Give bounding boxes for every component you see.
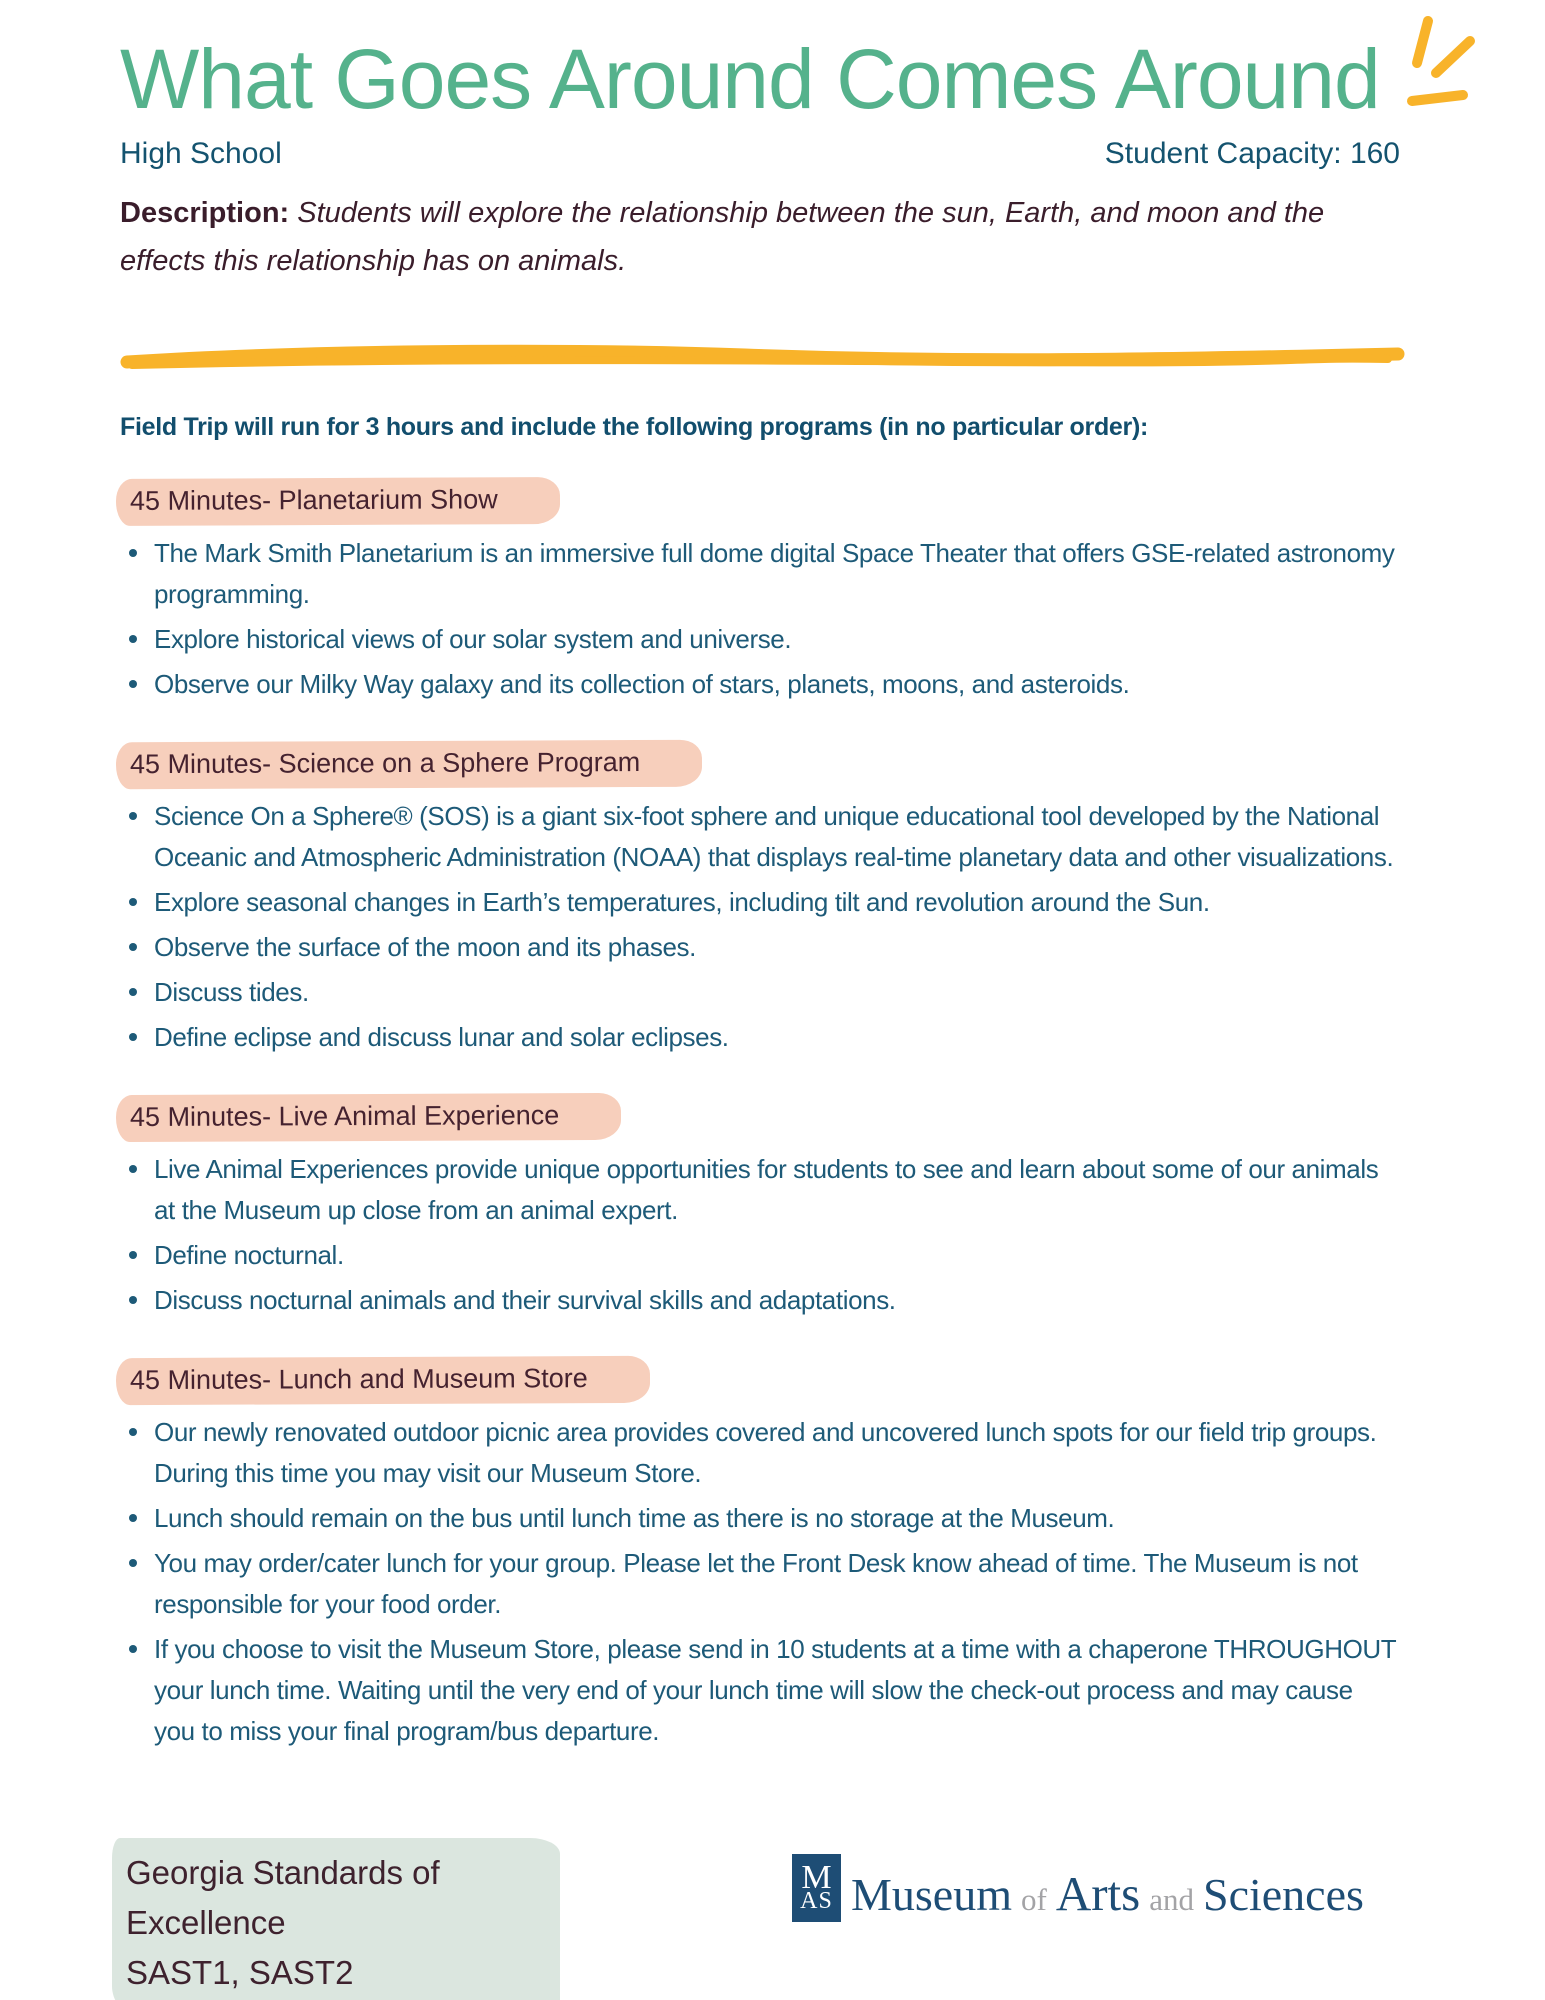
bullet-list xyxy=(120,1412,1400,1752)
list-item: Our newly renovated outdoor picnic area provides covered and uncovered lunch spots for our field trip groups. During this time you may visit our Museum Store. xyxy=(120,1412,1400,1494)
standards-line2: SAST1, SAST2 xyxy=(126,1954,354,1991)
student-capacity: Student Capacity: 160 xyxy=(1104,136,1400,170)
wordmark-sciences: Sciences xyxy=(1202,1869,1364,1920)
wordmark-and: and xyxy=(1149,1882,1194,1917)
wordmark-museum: Museum xyxy=(851,1869,1012,1920)
standards-line1: Georgia Standards of Excellence xyxy=(126,1854,440,1941)
museum-wordmark xyxy=(851,1865,1364,1922)
list-item: You may order/cater lunch for your group. Please let the Front Desk know ahead of time. The Museum is not responsible for your food order. xyxy=(120,1543,1400,1625)
list-item: Discuss tides. xyxy=(120,972,1400,1013)
meta-row xyxy=(120,137,1400,171)
museum-logo xyxy=(792,1854,1364,1922)
list-item: Define nocturnal. xyxy=(120,1235,1400,1276)
section-live-animal xyxy=(120,1094,1400,1321)
bullet-list xyxy=(120,533,1400,705)
mas-monogram-icon xyxy=(792,1854,841,1922)
section-heading-highlight: 45 Minutes- Science on a Sphere Program xyxy=(116,739,702,789)
section-planetarium xyxy=(120,478,1400,705)
section-lunch-store xyxy=(120,1357,1400,1752)
standards-highlight-block xyxy=(112,1838,560,2000)
description-text: Students will explore the relationship between the sun, Earth, and moon and the effects this relationship has on animals. xyxy=(120,196,1325,277)
list-item: Define eclipse and discuss lunar and solar eclipses. xyxy=(120,1017,1400,1058)
section-heading-highlight: 45 Minutes- Planetarium Show xyxy=(116,477,560,526)
list-item: Explore seasonal changes in Earth’s temperatures, including tilt and revolution around the Sun. xyxy=(120,882,1400,923)
wordmark-of: of xyxy=(1021,1882,1047,1917)
list-item: If you choose to visit the Museum Store, please send in 10 students at a time with a chaperone THROUGHOUT your lunch time. Waiting until the very end of your lunch time will slow the check-out process and may cause you to miss your final program/bus departure. xyxy=(120,1629,1400,1752)
list-item: The Mark Smith Planetarium is an immersive full dome digital Space Theater that offers GSE-related astronomy programming. xyxy=(120,533,1400,615)
section-science-on-a-sphere xyxy=(120,741,1400,1058)
monogram-letter-m: M xyxy=(801,1859,832,1897)
list-item: Discuss nocturnal animals and their survival skills and adaptations. xyxy=(120,1280,1400,1321)
description-label: Description: xyxy=(120,196,290,229)
monogram-letters-as: AS xyxy=(800,1888,833,1915)
wordmark-arts: Arts xyxy=(1055,1866,1141,1921)
sparkle-icon xyxy=(1383,14,1475,112)
bullet-list xyxy=(120,1149,1400,1321)
list-item: Live Animal Experiences provide unique opportunities for students to see and learn about some of our animals at the Museum up close from an animal expert. xyxy=(120,1149,1400,1231)
intro-heading: Field Trip will run for 3 hours and include the following programs (in no particular order): xyxy=(120,412,1149,441)
grade-level: High School xyxy=(120,136,282,170)
section-heading-highlight: 45 Minutes- Live Animal Experience xyxy=(116,1093,621,1142)
list-item: Explore historical views of our solar system and universe. xyxy=(120,619,1400,660)
list-item: Lunch should remain on the bus until lunch time as there is no storage at the Museum. xyxy=(120,1498,1400,1539)
page-title: What Goes Around Comes Around xyxy=(120,32,1380,126)
divider-brush xyxy=(120,339,1405,375)
list-item: Observe our Milky Way galaxy and its collection of stars, planets, moons, and asteroids. xyxy=(120,664,1400,705)
bullet-list xyxy=(120,796,1400,1058)
list-item: Observe the surface of the moon and its phases. xyxy=(120,927,1400,968)
list-item: Science On a Sphere® (SOS) is a giant six-foot sphere and unique educational tool developed by the National Oceanic and Atmospheric Administration (NOAA) that displays real-time planetary data and other visualizations. xyxy=(120,796,1400,878)
description xyxy=(120,189,1400,285)
section-heading-highlight: 45 Minutes- Lunch and Museum Store xyxy=(116,1356,650,1405)
